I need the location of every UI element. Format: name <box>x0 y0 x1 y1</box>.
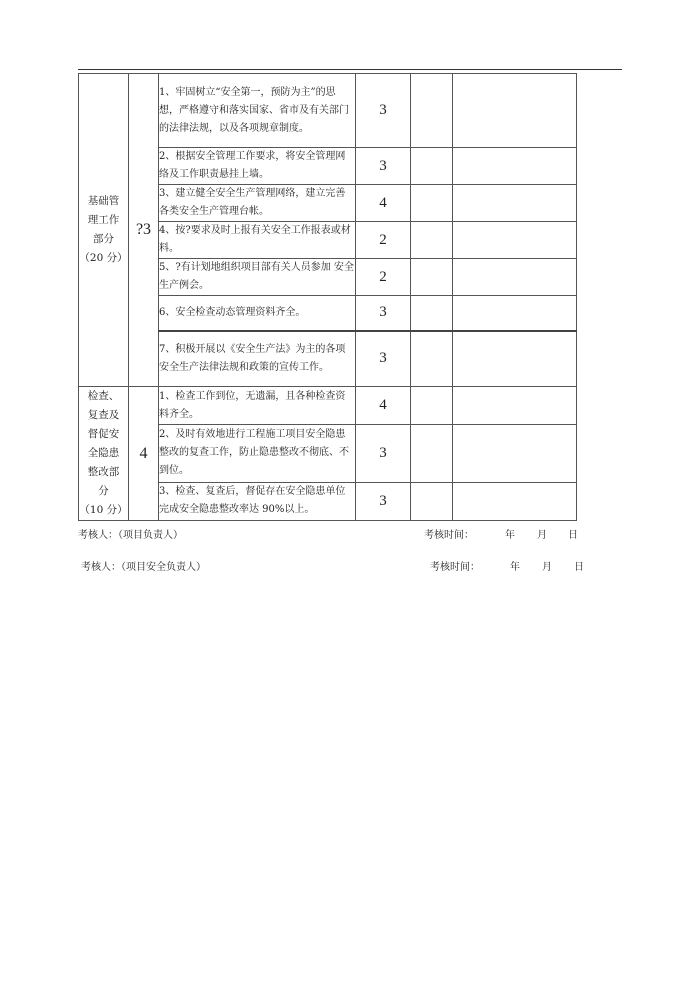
category-cell-inspection-rectification: 检查、 复查及 督促安 全隐患 整改部 分 （10 分） <box>79 387 129 521</box>
blank-cell <box>411 425 453 483</box>
assessor-safety-manager: 考核人：（项目安全负责人） <box>81 562 206 573</box>
blank-cell <box>453 296 577 331</box>
blank-cell <box>453 259 577 296</box>
item-points: 2 <box>356 222 411 259</box>
item-text: 4、按?要求及时上报有关安全工作报表或材料。 <box>159 222 356 259</box>
assessor-project-manager: 考核人：（项目负责人） <box>78 530 183 541</box>
item-points: 3 <box>356 296 411 331</box>
year-label: 年 <box>510 562 520 573</box>
assessment-table <box>78 73 577 521</box>
item-points: 3 <box>356 148 411 185</box>
blank-cell <box>453 222 577 259</box>
table-row <box>79 74 577 148</box>
item-text: 1、检查工作到位，无遗漏，且各种检查资料齐全。 <box>159 387 356 425</box>
item-points: 4 <box>356 185 411 222</box>
blank-cell <box>453 387 577 425</box>
year-label: 年 <box>505 530 515 541</box>
item-points: 3 <box>356 425 411 483</box>
item-text: 2、及时有效地进行工程施工项目安全隐患整改的复查工作，防止隐患整改不彻底、不到位。 <box>159 425 356 483</box>
item-points: 3 <box>356 74 411 148</box>
item-text: 7、积极开展以《安全生产法》为主的各项安全生产法律法规和政策的宣传工作。 <box>159 331 356 387</box>
blank-cell <box>411 259 453 296</box>
day-label: 日 <box>568 530 578 541</box>
blank-cell <box>411 331 453 387</box>
blank-cell <box>453 331 577 387</box>
blank-cell <box>411 74 453 148</box>
item-text: 5、?有计划地组织项目部有关人员参加 安全生产例会。 <box>159 259 356 296</box>
blank-cell <box>453 185 577 222</box>
table-row <box>79 387 577 425</box>
item-text: 1、牢固树立“安全第一，预防为主”的思想，严格遵守和落实国家、省市及有关部门的法律法规，以及各项规章制度。 <box>159 74 356 148</box>
item-points: 3 <box>356 331 411 387</box>
blank-cell <box>411 222 453 259</box>
blank-cell <box>411 148 453 185</box>
item-points: 4 <box>356 387 411 425</box>
section-total-score: ?3 <box>129 74 159 387</box>
section-total-score: 4 <box>129 387 159 521</box>
blank-cell <box>411 387 453 425</box>
month-label: 月 <box>542 562 552 573</box>
item-text: 2、根据安全管理工作要求，将安全管理网络及工作职责悬挂上墙。 <box>159 148 356 185</box>
item-points: 3 <box>356 482 411 520</box>
month-label: 月 <box>537 530 547 541</box>
top-rule <box>78 69 622 70</box>
blank-cell <box>453 482 577 520</box>
blank-cell <box>453 74 577 148</box>
day-label: 日 <box>574 562 584 573</box>
item-points: 2 <box>356 259 411 296</box>
assessment-time-label: 考核时间： <box>424 530 474 541</box>
item-text: 3、检查、复查后，督促存在安全隐患单位完成安全隐患整改率达 90%以上。 <box>159 482 356 520</box>
blank-cell <box>453 425 577 483</box>
assessment-time-label: 考核时间： <box>430 562 480 573</box>
category-cell-basic-management: 基础管 理工作 部分 （20 分） <box>79 74 129 387</box>
blank-cell <box>411 185 453 222</box>
blank-cell <box>453 148 577 185</box>
blank-cell <box>411 482 453 520</box>
item-text: 3、建立健全安全生产管理网络，建立完善各类安全生产管理台帐。 <box>159 185 356 222</box>
item-text: 6、安全检查动态管理资料齐全。 <box>159 296 356 331</box>
blank-cell <box>411 296 453 331</box>
